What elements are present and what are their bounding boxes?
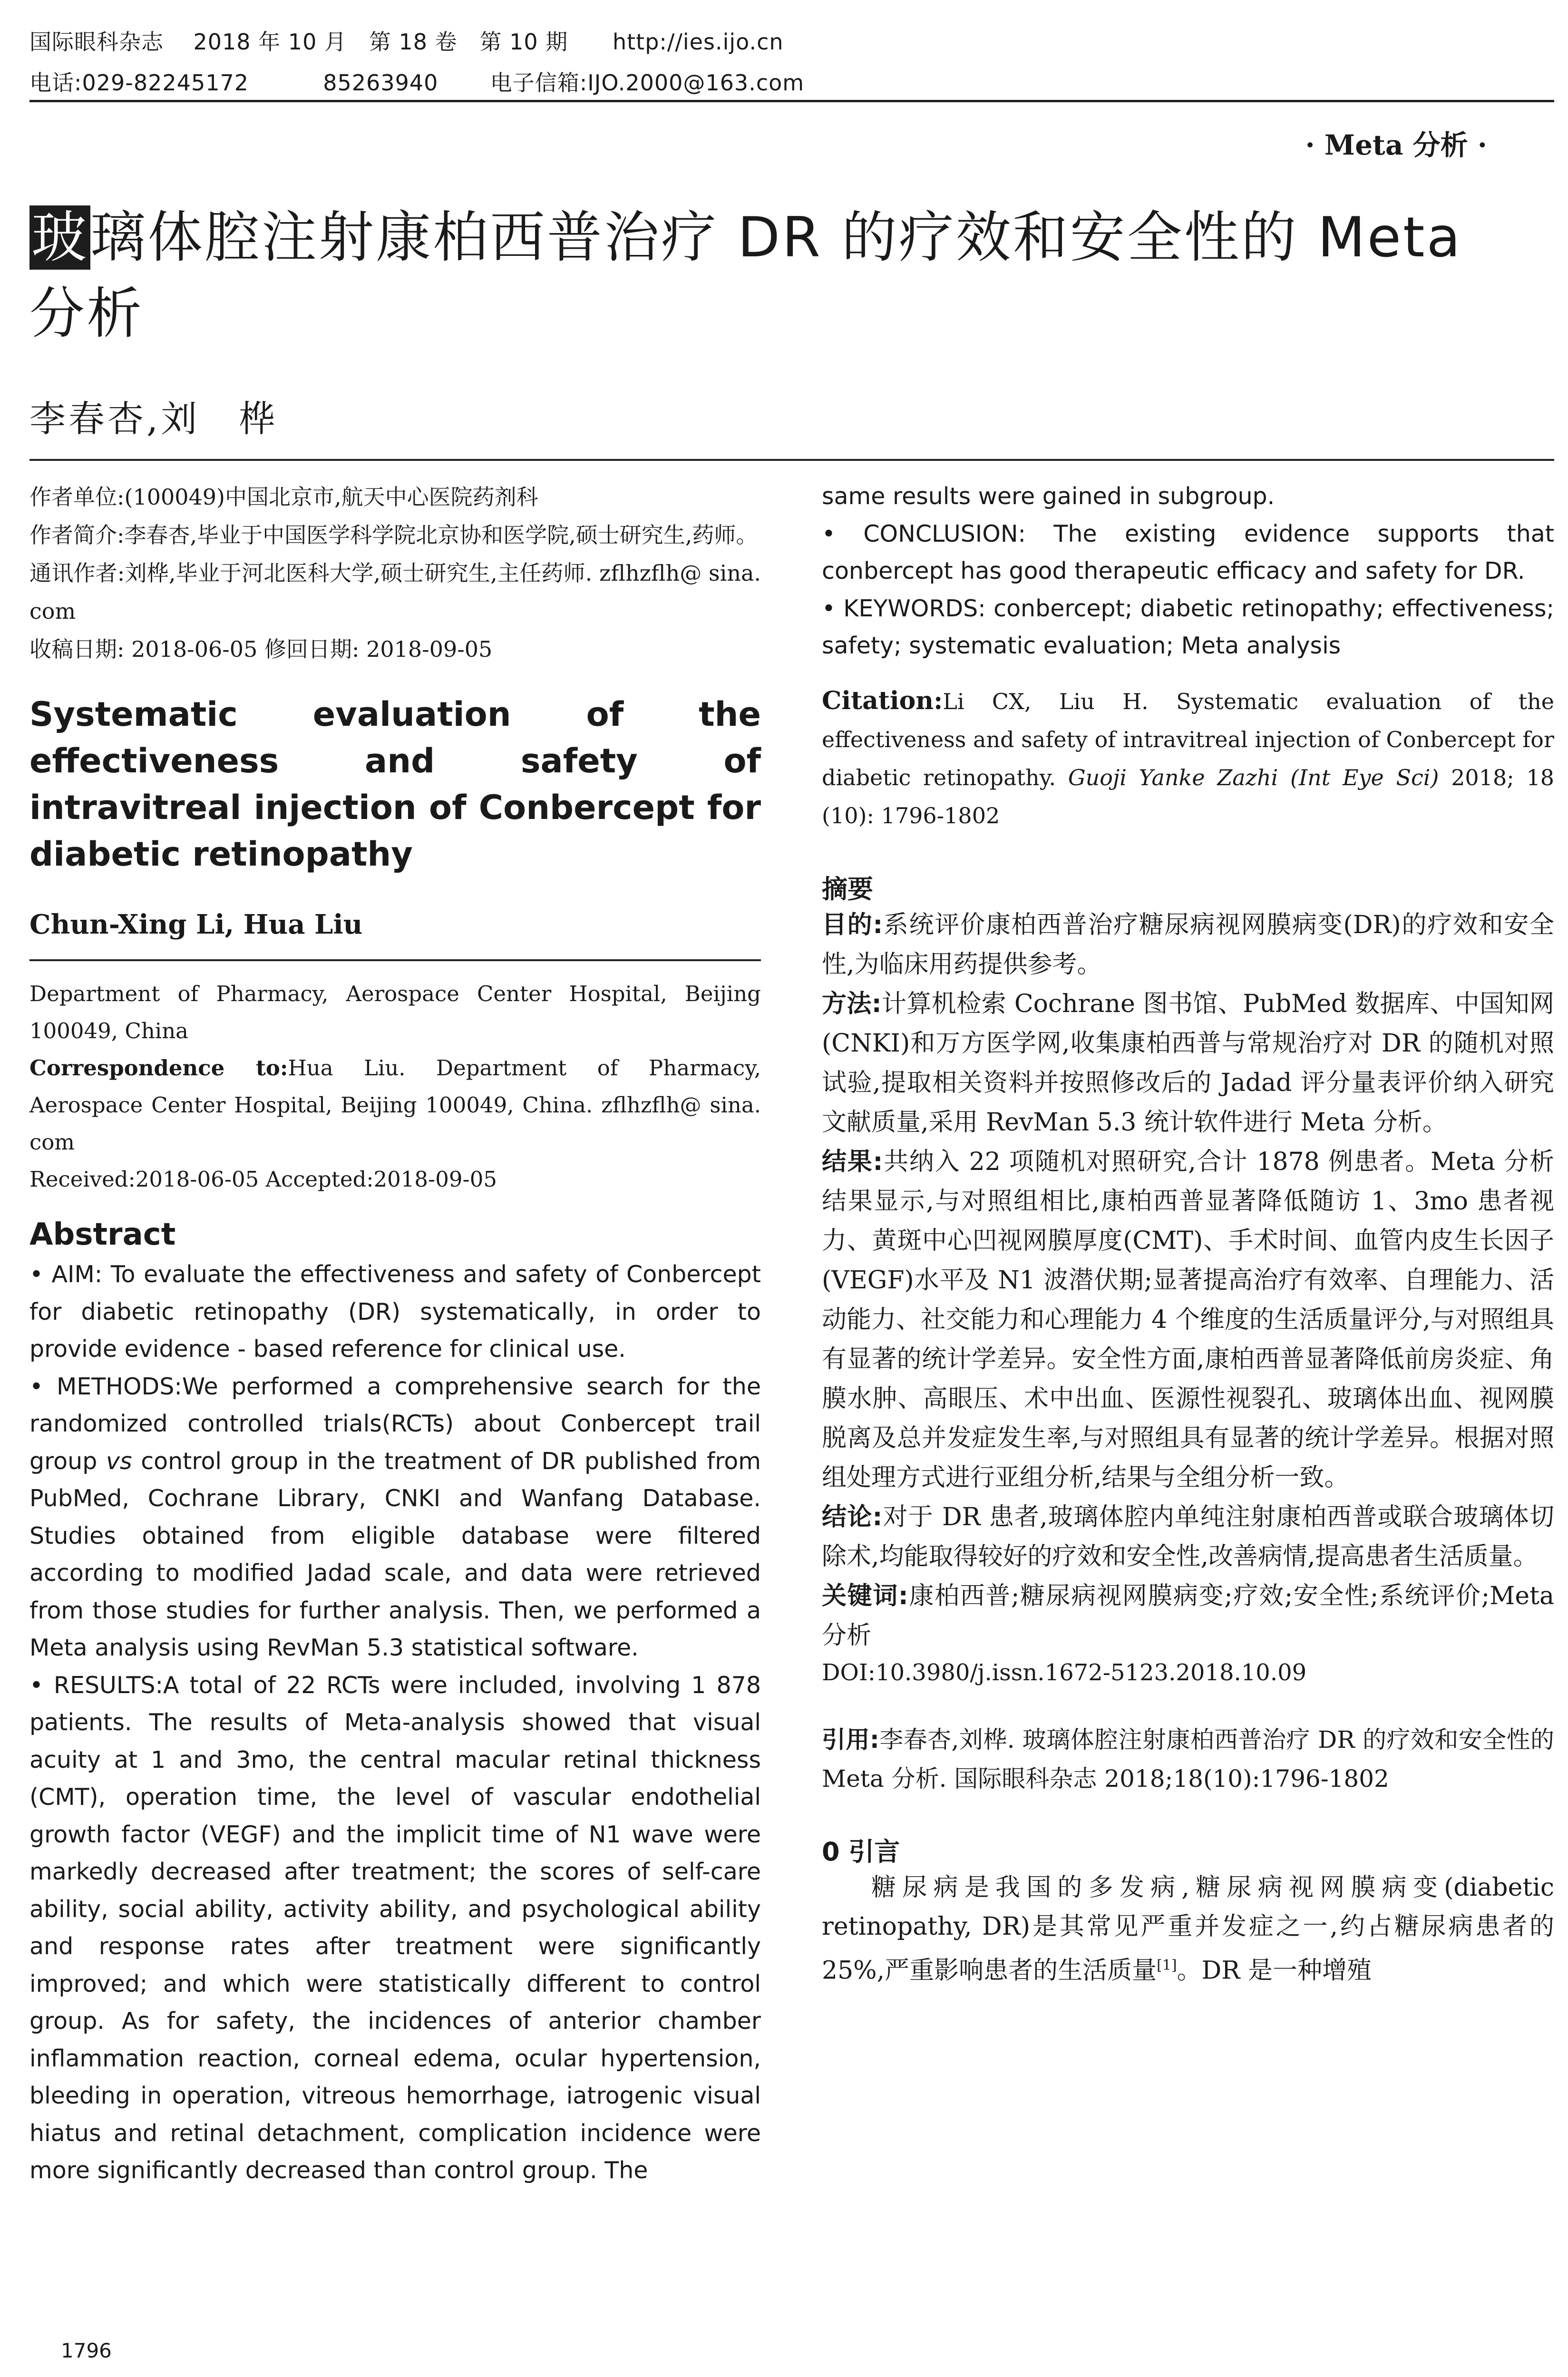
section-tag: · Meta 分析 · [1305, 129, 1487, 161]
left-column [29, 478, 761, 2190]
abstract-conclusion: • CONCLUSION: The existing evidence supports that conbercept has good therapeutic efficacy and safety for DR. [822, 520, 1554, 585]
english-affiliation-block [29, 975, 761, 1198]
english-authors: Chun-Xing Li, Hua Liu [29, 909, 363, 940]
right-column [822, 478, 1554, 1990]
english-abstract [29, 1256, 761, 2190]
corresponding-author: 通讯作者:刘桦,毕业于河北医科大学,硕士研究生,主任药师. zflhzflh@ sina. com [29, 560, 761, 624]
received-dates-en: Received:2018-06-05 Accepted:2018-09-05 [29, 1167, 497, 1192]
abstract-results-cont: same results were gained in subgroup. [822, 483, 1275, 510]
received-dates-cn: 收稿日期: 2018-06-05 修回日期: 2018-09-05 [29, 636, 493, 662]
correspondence-label: Correspondence to: [29, 1055, 288, 1081]
abstract-keywords: • KEYWORDS: conbercept; diabetic retinopathy; effectiveness; safety; systematic evaluation; Meta analysis [822, 594, 1554, 659]
abstract-heading: Abstract [29, 1217, 176, 1252]
cn-methods: 方法:计算机检索 Cochrane 图书馆、PubMed 数据库、中国知网(CNKI)和万方医学网,收集康柏西普与常规治疗对 DR 的随机对照试验,提取相关资料并按照修改后的 Jadad 评分量表评价纳入研究文献质量,采用 RevMan 5.3 统计软件进行 Meta 分析。 [822, 989, 1554, 1137]
title-line1-rest: 璃体腔注射康柏西普治疗 DR 的疗效和安全性的 Meta [90, 205, 1462, 270]
citation-label: Citation: [822, 686, 943, 715]
cn-conclusion: 结论:对于 DR 患者,玻璃体腔内单纯注射康柏西普或联合玻璃体切除术,均能取得较好的疗效和安全性,改善病情,提高患者生活质量。 [822, 1502, 1555, 1571]
paper-title [29, 200, 1551, 352]
cn-aim: 目的:系统评价康柏西普治疗糖尿病视网膜病变(DR)的疗效和安全性,为临床用药提供参考。 [822, 910, 1554, 979]
cn-citation-label: 引用: [822, 1725, 879, 1754]
cn-keywords: 关键词:康柏西普;糖尿病视网膜病变;疗效;安全性;系统评价;Meta 分析 [822, 1581, 1555, 1650]
citation-journal: Guoji Yanke Zazhi (Int Eye Sci) [1068, 764, 1439, 790]
affiliation: Department of Pharmacy, Aerospace Center Hospital, Beijing 100049, China [29, 981, 761, 1043]
title-first-char: 玻 [29, 205, 90, 270]
cn-results: 结果:共纳入 22 项随机对照研究,合计 1878 例患者。Meta 分析结果显示,与对照组相比,康柏西普显著降低随访 1、3mo 患者视力、黄斑中心凹视网膜厚度(CMT)、手术时间、血管内皮生长因子(VEGF)水平及 N1 波潜伏期;显著提高治疗有效率、自理能力、活动能力、社交能力和心理能力 4 个维度的生活质量评分,与对照组具有显著的统计学差异。安全性方面,康柏西普显著降低前房炎症、角膜水肿、高眼压、术中出血、医源性视裂孔、玻璃体出血、视网膜脱离及总并发症发生率,与对照组具有显著的统计学差异。根据对照组处理方式进行亚组分析,结果与全组分析一致。 [822, 1147, 1554, 1492]
methods-vs: vs [106, 1447, 132, 1475]
english-citation: Citation:Li CX, Liu H. Systematic evaluation of the effectiveness and safety of intravitreal injection of Conbercept for diabetic retinopathy. Guoji Yanke Zazhi (Int Eye Sci) 2018; 18 (10): 1796-1802 [822, 686, 1554, 828]
intro-paragraph: 糖尿病是我国的多发病,糖尿病视网膜病变(diabetic retinopathy, DR)是其常见严重并发症之一,约占糖尿病患者的 25%,严重影响患者的生活质量[1]。DR 是一种增殖 [822, 1873, 1554, 1985]
correspondence-text: Hua Liu. Department of Pharmacy, Aerospace Center Hospital, Beijing 100049, China. zflhzflh@ sina. com [29, 1055, 761, 1155]
correspondence [29, 1050, 761, 1161]
author-info-cn [29, 478, 761, 668]
abstract-methods: • METHODS:We performed a comprehensive search for the randomized controlled trials(RCTs) about Conbercept trail group vs control group in the treatment of DR published from PubMed, Cochrane Library, CNKI and Wanfang Database. Studies obtained from eligible database were filtered according to modified Jadad scale, and data were retrieved from those studies for further analysis. Then, we performed a Meta analysis using RevMan 5.3 statistical software. [29, 1373, 761, 1661]
intro-heading: 0 引言 [822, 1836, 900, 1867]
page-number: 1796 [61, 2339, 112, 2362]
doi: DOI:10.3980/j.issn.1672-5123.2018.10.09 [822, 1659, 1307, 1686]
abstract-results: • RESULTS:A total of 22 RCTs were included, involving 1 878 patients. The results of Meta-analysis showed that visual acuity at 1 and 3mo, the central macular retinal thickness (CMT), operation time, the level of vascular endothelial growth factor (VEGF) and the implicit time of N1 wave were markedly decreased after treatment; the scores of self-care ability, social ability, activity ability, and psychological ability and response rates after treatment were significantly improved; and which were statistically different to control group. As for safety, the incidences of anterior chamber inflammation reaction, corneal edema, ocular hypertension, bleeding in operation, vitreous hemorrhage, iatrogenic visual hiatus and retinal detachment, complication incidence were more significantly decreased than control group. The [29, 1671, 761, 2184]
abstract-aim: • AIM: To evaluate the effectiveness and safety of Conbercept for diabetic retinopathy (DR) systematically, in order to provide evidence - based reference for clinical use. [29, 1261, 761, 1363]
authors-cn: 李春杏,刘 桦 [29, 398, 278, 440]
cn-abstract [822, 906, 1554, 1656]
title-rule [29, 459, 1554, 461]
english-abstract-cont [822, 478, 1554, 665]
cn-citation: 引用:李春杏,刘桦. 玻璃体腔注射康柏西普治疗 DR 的疗效和安全性的 Meta 分析. 国际眼科杂志 2018;18(10):1796-1802 [822, 1725, 1555, 1792]
cn-abstract-heading: 摘要 [822, 874, 873, 904]
title-line2: 分析 [29, 282, 144, 346]
journal-header-line1: 国际眼科杂志 2018 年 10 月 第 18 卷 第 10 期 http://ies.ijo.cn [29, 29, 784, 55]
author-bio: 作者简介:李春杏,毕业于中国医学科学院北京协和医学院,硕士研究生,药师。 [29, 522, 758, 548]
journal-header-line2: 电话:029-82245172 85263940 电子信箱:IJO.2000@163.com [29, 70, 805, 96]
header-rule [29, 100, 1554, 102]
author-unit: 作者单位:(100049)中国北京市,航天中心医院药剂科 [29, 484, 538, 510]
authors-rule [29, 959, 761, 961]
reference-1[interactable]: [1] [1157, 1957, 1177, 1974]
english-title: Systematic evaluation of the effectiveness and safety of intravitreal injection of Conbercept for diabetic retinopathy [29, 695, 761, 874]
